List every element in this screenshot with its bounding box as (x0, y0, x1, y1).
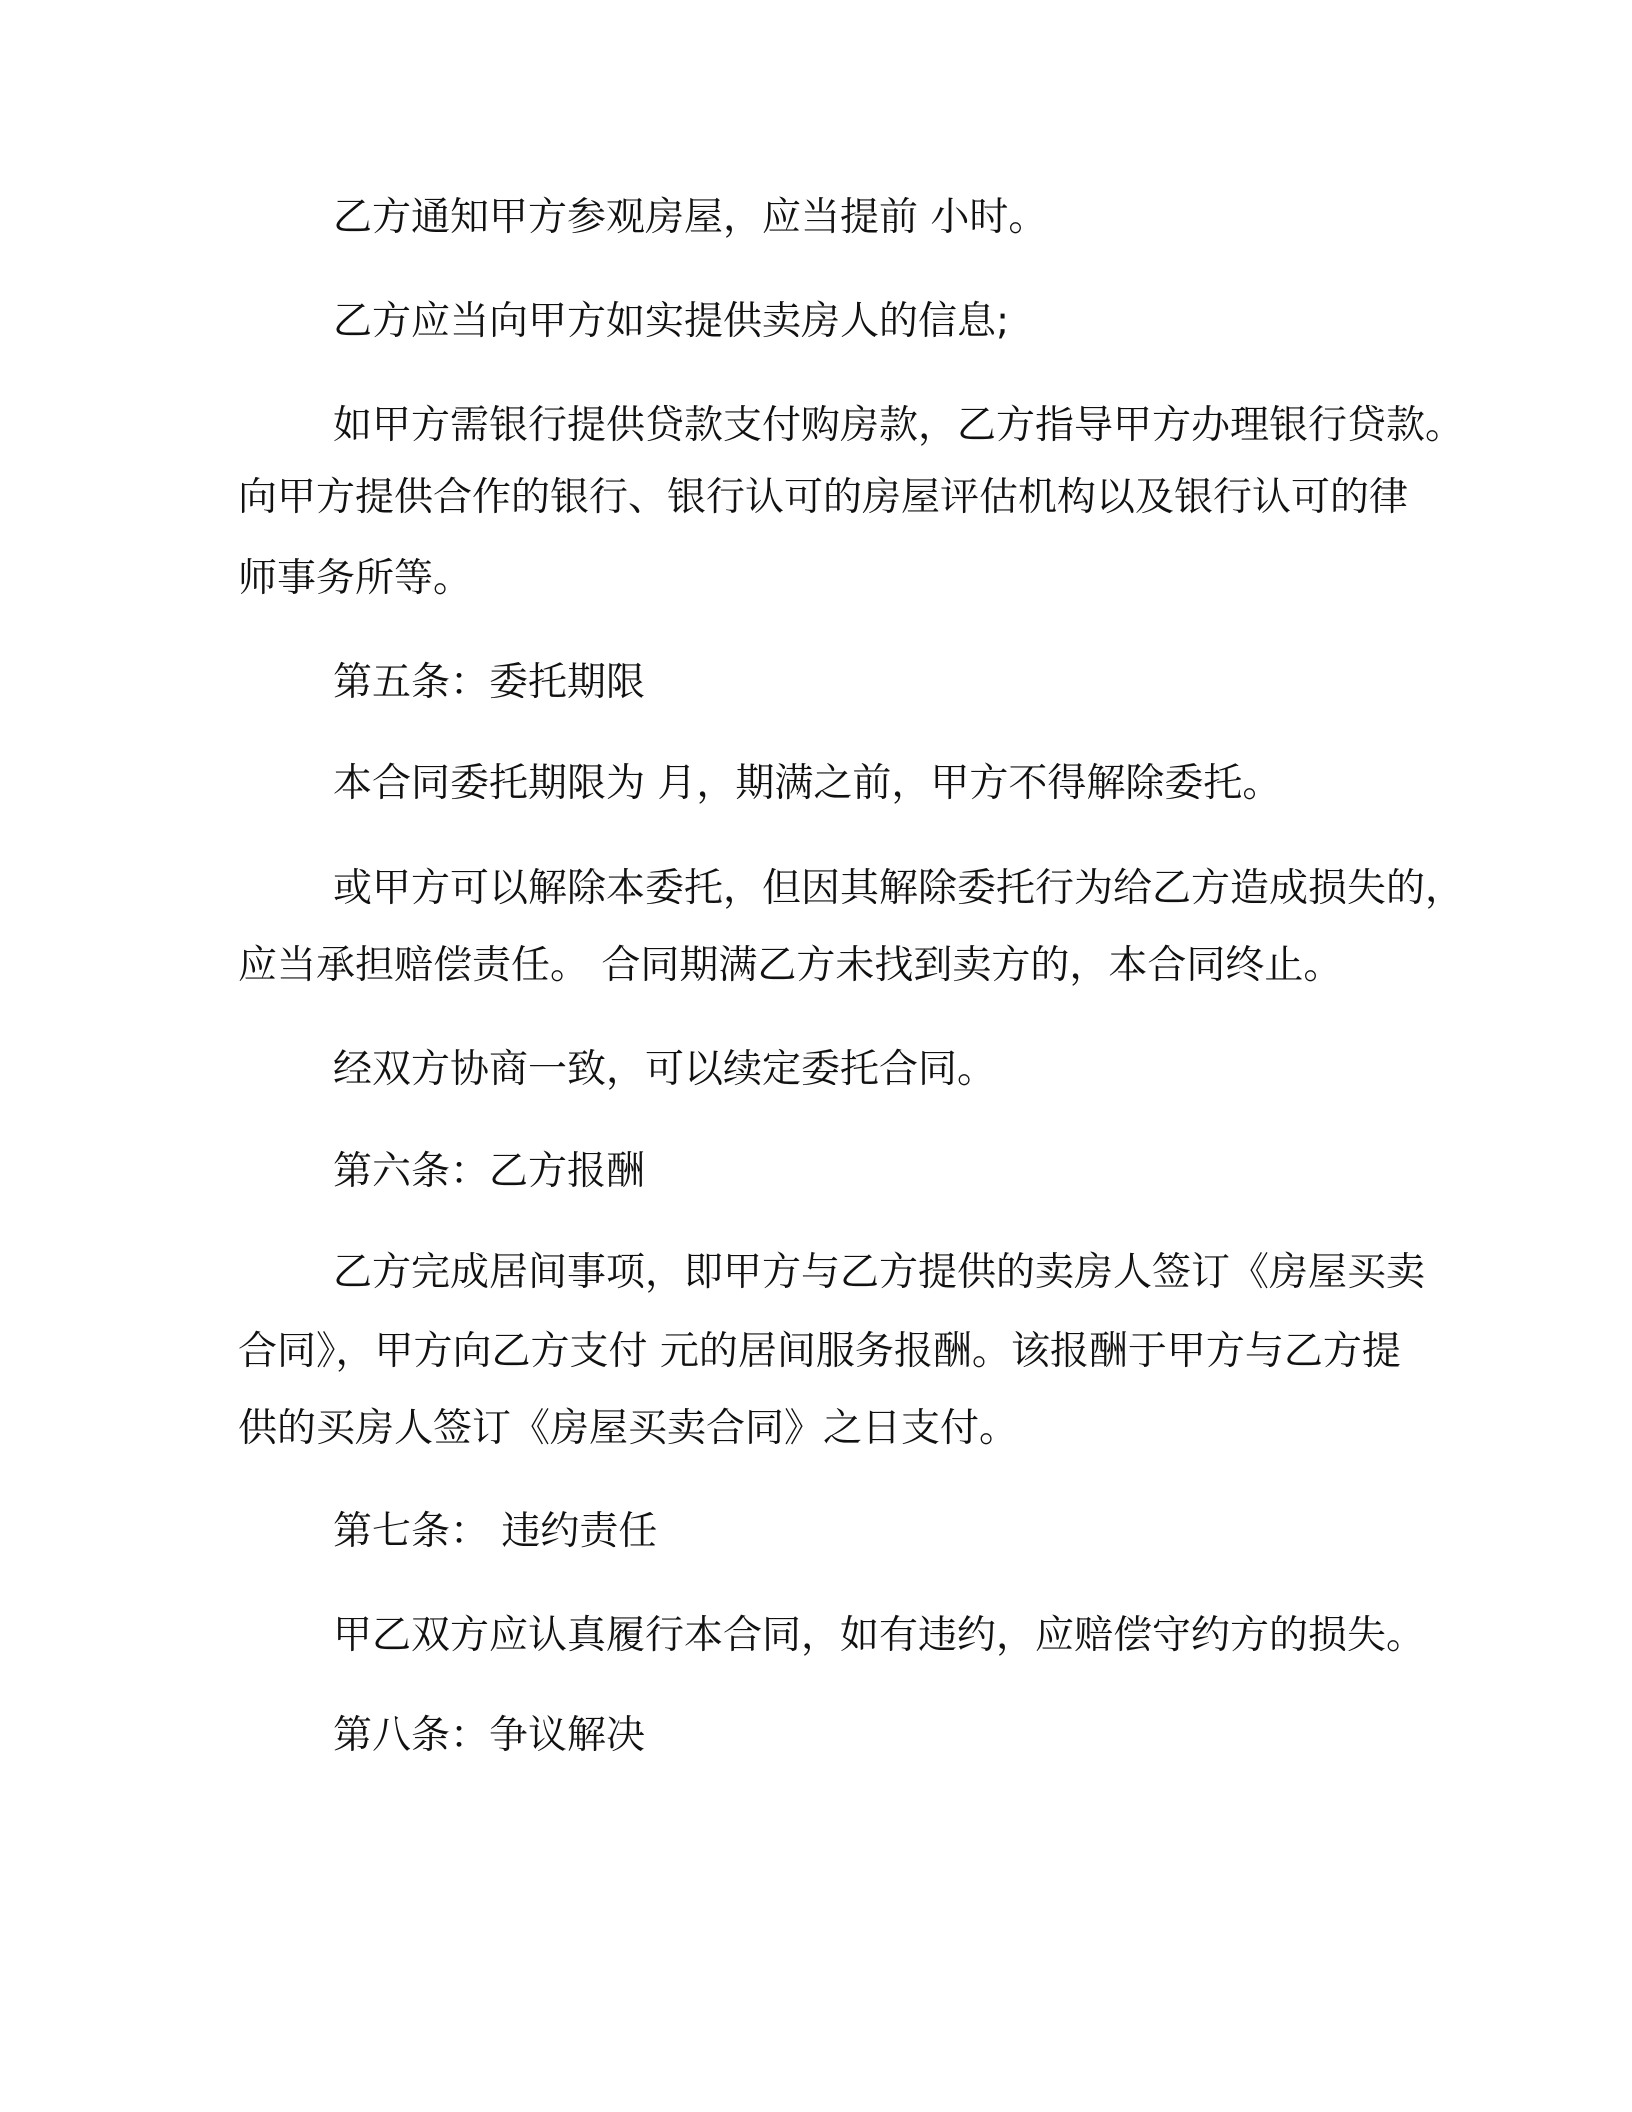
paragraph-loan-line-2: 向甲方提供合作的银行、银行认可的房屋评估机构以及银行认可的律 (238, 475, 1409, 520)
paragraph-fee-line-3: 供的买房人签订《房屋买卖合同》之日支付。 (238, 1406, 1019, 1451)
paragraph-loan-line-3: 师事务所等。 (238, 556, 473, 601)
paragraph-renewal: 经双方协商一致，可以续定委托合同。 (333, 1047, 997, 1092)
paragraph-loan-line-1: 如甲方需银行提供贷款支付购房款，乙方指导甲方办理银行贷款。 (333, 403, 1465, 448)
section-heading-article-8: 第八条：争议解决 (333, 1713, 646, 1758)
section-heading-article-7: 第七条： 违约责任 (333, 1509, 658, 1554)
paragraph-fee-line-2: 合同》，甲方向乙方支付 元的居间服务报酬。该报酬于甲方与乙方提 (238, 1329, 1401, 1374)
paragraph-termination-line-2: 应当承担赔偿责任。 合同期满乙方未找到卖方的，本合同终止。 (238, 943, 1343, 988)
paragraph-termination-line-1: 或甲方可以解除本委托，但因其解除委托行为给乙方造成损失的， (333, 866, 1465, 911)
paragraph-fee-line-1: 乙方完成居间事项，即甲方与乙方提供的卖房人签订《房屋买卖 (333, 1250, 1426, 1295)
section-heading-article-5: 第五条：委托期限 (333, 660, 646, 705)
paragraph-viewing-notice: 乙方通知甲方参观房屋，应当提前 小时。 (333, 195, 1048, 240)
paragraph-term-period: 本合同委托期限为 月，期满之前，甲方不得解除委托。 (333, 761, 1282, 806)
paragraph-seller-info: 乙方应当向甲方如实提供卖房人的信息; (333, 299, 1010, 344)
paragraph-breach: 甲乙双方应认真履行本合同，如有违约，应赔偿守约方的损失。 (333, 1613, 1426, 1658)
section-heading-article-6: 第六条：乙方报酬 (333, 1149, 646, 1194)
